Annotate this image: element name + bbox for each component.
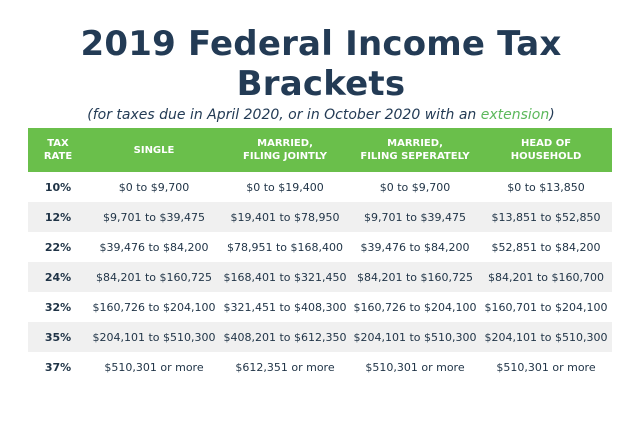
household-cell: $160,701 to $204,100 bbox=[484, 300, 608, 314]
header-married-joint: MARRIED, FILING JOINTLY bbox=[220, 128, 350, 172]
table-row bbox=[28, 292, 612, 322]
joint-cell: $19,401 to $78,950 bbox=[220, 202, 350, 232]
rate-cell: 32% bbox=[44, 300, 72, 314]
separate-cell: $9,701 to $39,475 bbox=[350, 202, 480, 232]
extension-link[interactable]: extension bbox=[480, 107, 550, 123]
page-title: 2019 Federal Income Tax Brackets bbox=[80, 24, 562, 104]
separate-cell: $39,476 to $84,200 bbox=[360, 240, 470, 254]
household-cell: $0 to $13,850 bbox=[507, 180, 585, 194]
separate-cell: $510,301 or more bbox=[365, 360, 465, 374]
rate-cell: 12% bbox=[28, 202, 88, 232]
single-cell: $39,476 to $84,200 bbox=[99, 240, 209, 254]
page-subtitle bbox=[0, 105, 642, 125]
table-header-row bbox=[28, 128, 612, 172]
single-cell: $510,301 or more bbox=[104, 360, 204, 374]
joint-cell: $321,451 to $408,300 bbox=[223, 300, 347, 314]
rate-cell: 22% bbox=[44, 240, 72, 254]
separate-cell: $0 to $9,700 bbox=[379, 180, 451, 194]
separate-cell: $84,201 to $160,725 bbox=[350, 262, 480, 292]
rate-cell: 24% bbox=[28, 262, 88, 292]
single-cell: $84,201 to $160,725 bbox=[88, 262, 220, 292]
table-row bbox=[28, 232, 612, 262]
joint-cell: $168,401 to $321,450 bbox=[220, 262, 350, 292]
joint-cell: $612,351 or more bbox=[235, 360, 335, 374]
table-row bbox=[28, 352, 612, 382]
household-cell: $52,851 to $84,200 bbox=[491, 240, 601, 254]
household-cell: $84,201 to $160,700 bbox=[480, 262, 612, 292]
joint-cell: $78,951 to $168,400 bbox=[226, 240, 343, 254]
single-cell: $0 to $9,700 bbox=[118, 180, 190, 194]
joint-cell: $0 to $19,400 bbox=[246, 180, 324, 194]
header-head-of-household: HEAD OF HOUSEHOLD bbox=[480, 128, 612, 172]
tax-brackets-table bbox=[28, 128, 612, 382]
page bbox=[0, 24, 642, 425]
household-cell: $204,101 to $510,300 bbox=[480, 322, 612, 352]
rate-cell: 35% bbox=[28, 322, 88, 352]
table-row bbox=[28, 172, 612, 202]
table-row bbox=[28, 202, 612, 232]
subtitle-suffix: ) bbox=[549, 107, 555, 123]
header-single: SINGLE bbox=[88, 128, 220, 172]
separate-cell: $204,101 to $510,300 bbox=[350, 322, 480, 352]
header-tax-rate: TAX RATE bbox=[28, 128, 88, 172]
single-cell: $204,101 to $510,300 bbox=[88, 322, 220, 352]
rate-cell: 10% bbox=[44, 180, 72, 194]
table-row bbox=[28, 322, 612, 352]
table-row bbox=[28, 262, 612, 292]
single-cell: $9,701 to $39,475 bbox=[88, 202, 220, 232]
subtitle-prefix: (for taxes due in April 2020, or in October 2020 with an bbox=[87, 107, 481, 123]
header-married-separate: MARRIED, FILING SEPERATELY bbox=[350, 128, 480, 172]
rate-cell: 37% bbox=[44, 360, 72, 374]
separate-cell: $160,726 to $204,100 bbox=[353, 300, 477, 314]
household-cell: $510,301 or more bbox=[496, 360, 596, 374]
single-cell: $160,726 to $204,100 bbox=[92, 300, 216, 314]
joint-cell: $408,201 to $612,350 bbox=[220, 322, 350, 352]
household-cell: $13,851 to $52,850 bbox=[480, 202, 612, 232]
